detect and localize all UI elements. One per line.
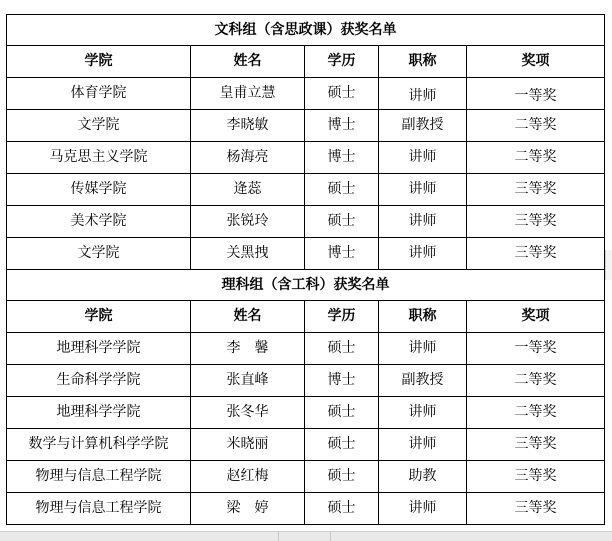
science-header-row bbox=[7, 301, 605, 333]
title-text: 讲师 bbox=[408, 181, 437, 197]
award-cell bbox=[467, 429, 605, 461]
title-cell bbox=[379, 206, 467, 238]
award-cell bbox=[467, 110, 605, 142]
name-cell: 逄蕊 bbox=[191, 174, 305, 206]
award-cell bbox=[467, 174, 605, 206]
header-college: 学院 bbox=[7, 46, 191, 78]
arts-title-row bbox=[7, 15, 605, 46]
college-cell: 传媒学院 bbox=[7, 174, 191, 206]
awards-table bbox=[6, 14, 605, 525]
college-cell: 文学院 bbox=[7, 110, 191, 142]
name-cell: 张锐玲 bbox=[191, 206, 305, 238]
degree-cell: 博士 bbox=[305, 110, 379, 142]
title-cell bbox=[379, 142, 467, 174]
college-cell: 美术学院 bbox=[7, 206, 191, 238]
header-name: 姓名 bbox=[191, 46, 305, 78]
title-cell bbox=[379, 365, 467, 397]
name-cell: 赵红梅 bbox=[191, 461, 305, 493]
award-text: 三等奖 bbox=[514, 436, 557, 452]
table-row bbox=[7, 174, 605, 206]
title-text: 讲师 bbox=[408, 500, 437, 516]
table-row bbox=[7, 365, 605, 397]
title-text: 讲师 bbox=[408, 245, 437, 261]
college-cell: 生命科学学院 bbox=[7, 365, 191, 397]
award-text: 三等奖 bbox=[514, 213, 557, 229]
title-cell bbox=[379, 333, 467, 365]
header-degree: 学历 bbox=[305, 301, 379, 333]
degree-cell: 博士 bbox=[305, 365, 379, 397]
award-text: 一等奖 bbox=[514, 88, 557, 104]
header-award: 奖项 bbox=[467, 46, 605, 78]
award-text: 三等奖 bbox=[514, 500, 557, 516]
college-cell: 地理科学学院 bbox=[7, 333, 191, 365]
degree-cell: 硕士 bbox=[305, 493, 379, 525]
title-cell bbox=[379, 429, 467, 461]
header-name: 姓名 bbox=[191, 301, 305, 333]
award-cell bbox=[467, 397, 605, 429]
degree-cell: 硕士 bbox=[305, 78, 379, 110]
degree-cell: 硕士 bbox=[305, 461, 379, 493]
name-cell: 关黑拽 bbox=[191, 238, 305, 270]
award-text: 三等奖 bbox=[514, 181, 557, 197]
table-row bbox=[7, 397, 605, 429]
award-cell bbox=[467, 81, 605, 113]
table-row bbox=[7, 78, 605, 110]
arts-table-title: 文科组（含思政课）获奖名单 bbox=[7, 15, 605, 46]
title-cell bbox=[379, 461, 467, 493]
title-text: 讲师 bbox=[408, 213, 437, 229]
title-cell bbox=[379, 174, 467, 206]
award-text: 二等奖 bbox=[514, 404, 557, 420]
table-row bbox=[7, 142, 605, 174]
title-cell bbox=[379, 238, 467, 270]
award-text: 三等奖 bbox=[514, 245, 557, 261]
header-title: 职称 bbox=[379, 46, 467, 78]
award-cell bbox=[467, 142, 605, 174]
title-text: 副教授 bbox=[401, 117, 444, 133]
college-cell: 数学与计算机科学学院 bbox=[7, 429, 191, 461]
title-text: 讲师 bbox=[408, 149, 437, 165]
table-row bbox=[7, 333, 605, 365]
degree-cell: 硕士 bbox=[305, 429, 379, 461]
name-cell: 梁 婷 bbox=[191, 493, 305, 525]
award-cell bbox=[467, 333, 605, 365]
degree-cell: 博士 bbox=[305, 238, 379, 270]
award-cell bbox=[467, 461, 605, 493]
college-cell: 物理与信息工程学院 bbox=[7, 493, 191, 525]
name-cell: 皇甫立慧 bbox=[191, 78, 305, 110]
award-cell bbox=[467, 238, 605, 270]
table-row bbox=[7, 461, 605, 493]
table-row bbox=[7, 238, 605, 270]
degree-cell: 硕士 bbox=[305, 206, 379, 238]
name-cell: 李 馨 bbox=[191, 333, 305, 365]
name-cell: 张直峰 bbox=[191, 365, 305, 397]
header-award: 奖项 bbox=[467, 301, 605, 333]
name-cell: 米晓丽 bbox=[191, 429, 305, 461]
title-text: 讲师 bbox=[408, 340, 437, 356]
header-title: 职称 bbox=[379, 301, 467, 333]
header-college: 学院 bbox=[7, 301, 191, 333]
college-cell: 地理科学学院 bbox=[7, 397, 191, 429]
arts-header-row bbox=[7, 46, 605, 78]
award-cell bbox=[467, 365, 605, 397]
title-cell bbox=[379, 81, 467, 113]
horizontal-scrollbar[interactable] bbox=[0, 531, 612, 541]
award-text: 二等奖 bbox=[514, 117, 557, 133]
name-cell: 杨海亮 bbox=[191, 142, 305, 174]
title-text: 讲师 bbox=[408, 88, 437, 104]
award-text: 三等奖 bbox=[514, 468, 557, 484]
name-cell: 李晓敏 bbox=[191, 110, 305, 142]
table-row bbox=[7, 206, 605, 238]
page-edge-marker bbox=[605, 250, 612, 280]
degree-cell: 硕士 bbox=[305, 333, 379, 365]
college-cell: 马克思主义学院 bbox=[7, 142, 191, 174]
degree-cell: 硕士 bbox=[305, 397, 379, 429]
award-cell bbox=[467, 493, 605, 525]
college-cell: 文学院 bbox=[7, 238, 191, 270]
title-text: 助教 bbox=[408, 468, 437, 484]
title-text: 讲师 bbox=[408, 404, 437, 420]
title-text: 副教授 bbox=[401, 372, 444, 388]
degree-cell: 博士 bbox=[305, 142, 379, 174]
table-row bbox=[7, 429, 605, 461]
award-text: 二等奖 bbox=[514, 149, 557, 165]
table-row bbox=[7, 110, 605, 142]
science-title-row bbox=[7, 270, 605, 301]
name-cell: 张冬华 bbox=[191, 397, 305, 429]
award-cell bbox=[467, 206, 605, 238]
award-text: 一等奖 bbox=[514, 340, 557, 356]
award-text: 二等奖 bbox=[514, 372, 557, 388]
header-degree: 学历 bbox=[305, 46, 379, 78]
title-text: 讲师 bbox=[408, 436, 437, 452]
college-cell: 体育学院 bbox=[7, 78, 191, 110]
scrollbar-divider bbox=[278, 532, 279, 541]
title-cell bbox=[379, 110, 467, 142]
title-cell bbox=[379, 493, 467, 525]
degree-cell: 硕士 bbox=[305, 174, 379, 206]
title-cell bbox=[379, 397, 467, 429]
college-cell: 物理与信息工程学院 bbox=[7, 461, 191, 493]
science-table-title: 理科组（含工科）获奖名单 bbox=[7, 270, 605, 301]
scrollbar-divider bbox=[330, 532, 331, 541]
table-row bbox=[7, 493, 605, 525]
